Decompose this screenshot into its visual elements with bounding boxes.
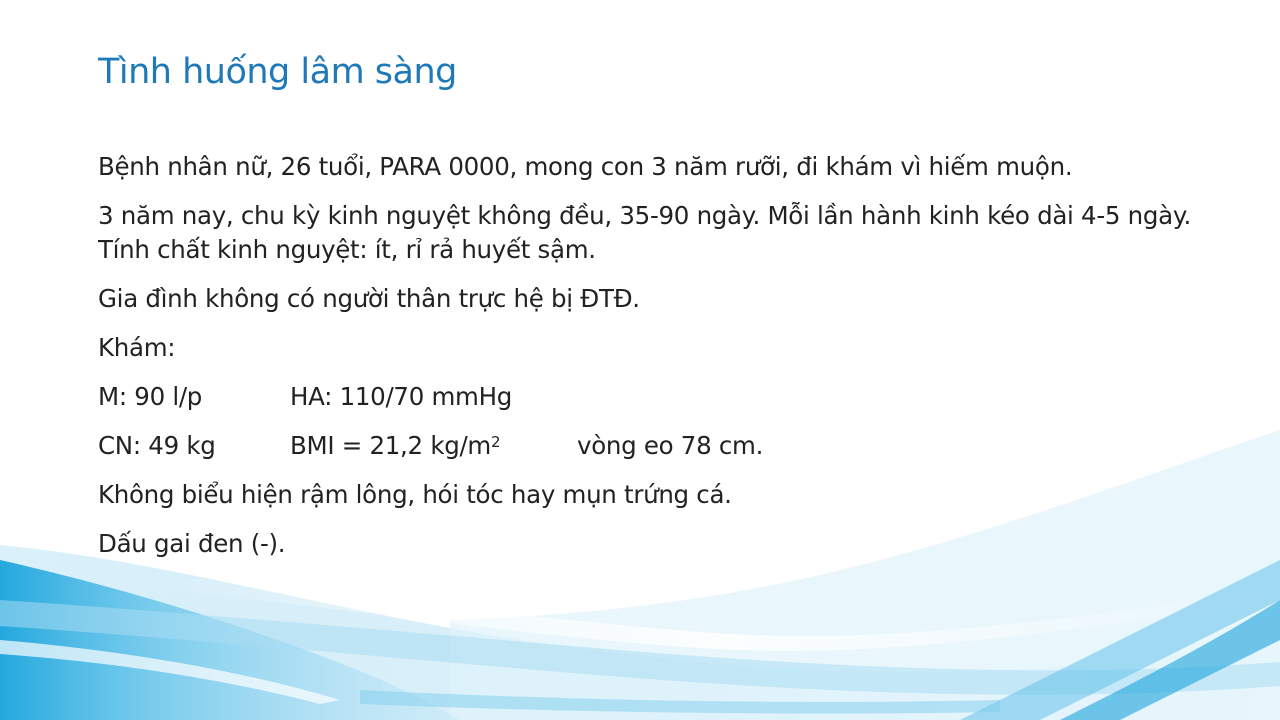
weight-value: CN: 49 kg	[98, 431, 216, 460]
pulse-value: M: 90 l/p	[98, 382, 203, 411]
hirsutism-line: Không biểu hiện rậm lông, hói tóc hay mụn trứng cá.	[98, 480, 732, 509]
slide-title: Tình huống lâm sàng	[98, 52, 457, 92]
patient-info-line: Bệnh nhân nữ, 26 tuổi, PARA 0000, mong con 3 năm rưỡi, đi khám vì hiếm muộn.	[98, 152, 1073, 181]
bmi-superscript: 2	[490, 433, 501, 451]
blood-pressure-value: HA: 110/70 mmHg	[290, 382, 512, 411]
bmi-value: BMI = 21,2 kg/m	[290, 431, 491, 460]
vitals-row	[98, 380, 1198, 414]
family-history-line: Gia đình không có người thân trực hệ bị ĐTĐ.	[98, 284, 640, 313]
acanthosis-line: Dấu gai đen (-).	[98, 529, 286, 558]
waist-value: vòng eo 78 cm.	[577, 431, 764, 460]
slide-body	[98, 150, 1198, 576]
measurements-row	[98, 429, 1198, 463]
exam-heading: Khám:	[98, 333, 176, 362]
bmi-group	[290, 429, 577, 463]
menstrual-history-line: 3 năm nay, chu kỳ kinh nguyệt không đều, 35-90 ngày. Mỗi lần hành kinh kéo dài 4-5 ngày. Tính chất kinh nguyệt: ít, rỉ rả huyết sậm.	[98, 201, 1192, 264]
